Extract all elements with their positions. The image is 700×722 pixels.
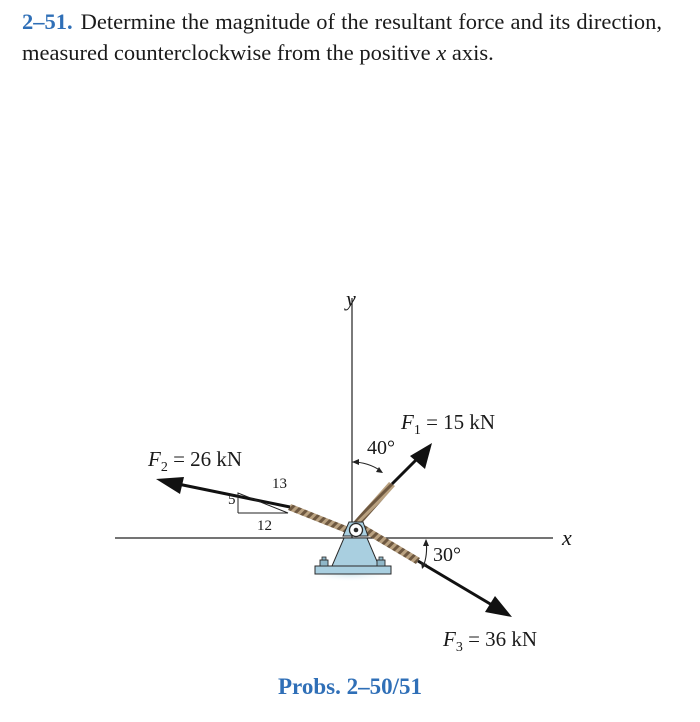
- problem-text-part1: Determine the magnitude of the resultant force and its direction, measured counterclockwise from the positive: [22, 9, 662, 65]
- slope-vert-label: 5: [228, 492, 236, 508]
- slope-horiz-label: 12: [257, 518, 272, 534]
- f2-value: = 26 kN: [167, 447, 243, 471]
- problem-number: 2–51.: [22, 9, 73, 34]
- problem-text-variable: x: [436, 40, 447, 65]
- y-axis-label: y: [346, 286, 356, 311]
- arrow-f1-head: [410, 443, 432, 469]
- f1-symbol: F: [401, 410, 414, 434]
- angle-40-label: 40°: [367, 437, 395, 459]
- arrow-f3-shaft: [418, 561, 492, 605]
- force-label-f3: [442, 627, 537, 655]
- support-pin-center: [354, 528, 359, 533]
- force-label-f1: [400, 410, 495, 438]
- f3-subscript: 3: [455, 640, 463, 655]
- f1-subscript: 1: [413, 423, 421, 438]
- figure-caption: Probs. 2–50/51: [278, 674, 422, 699]
- bolt-left: [320, 557, 328, 566]
- slope-hyp-label: 13: [272, 476, 287, 492]
- f3-value: = 36 kN: [462, 627, 538, 651]
- angle-30-label: 30°: [433, 544, 461, 566]
- f3-symbol: F: [443, 627, 456, 651]
- rope-f2: [288, 504, 354, 535]
- base-plate: [315, 566, 391, 574]
- f2-symbol: F: [148, 447, 161, 471]
- arrow-f3-head: [485, 596, 512, 617]
- angle-40-arrow-left: [352, 459, 359, 465]
- arrow-f1-shaft: [392, 458, 418, 484]
- force-label-f2: [147, 447, 242, 475]
- problem-text-part2: axis.: [446, 40, 494, 65]
- x-axis-label: x: [562, 525, 572, 550]
- support-bracket: [332, 538, 379, 566]
- slope-triangle: [238, 493, 288, 513]
- bolt-right: [377, 557, 385, 566]
- arrow-f2-head: [156, 477, 184, 494]
- f1-value: = 15 kN: [420, 410, 496, 434]
- angle-30-arrow-top: [423, 539, 429, 546]
- f2-subscript: 2: [160, 460, 168, 475]
